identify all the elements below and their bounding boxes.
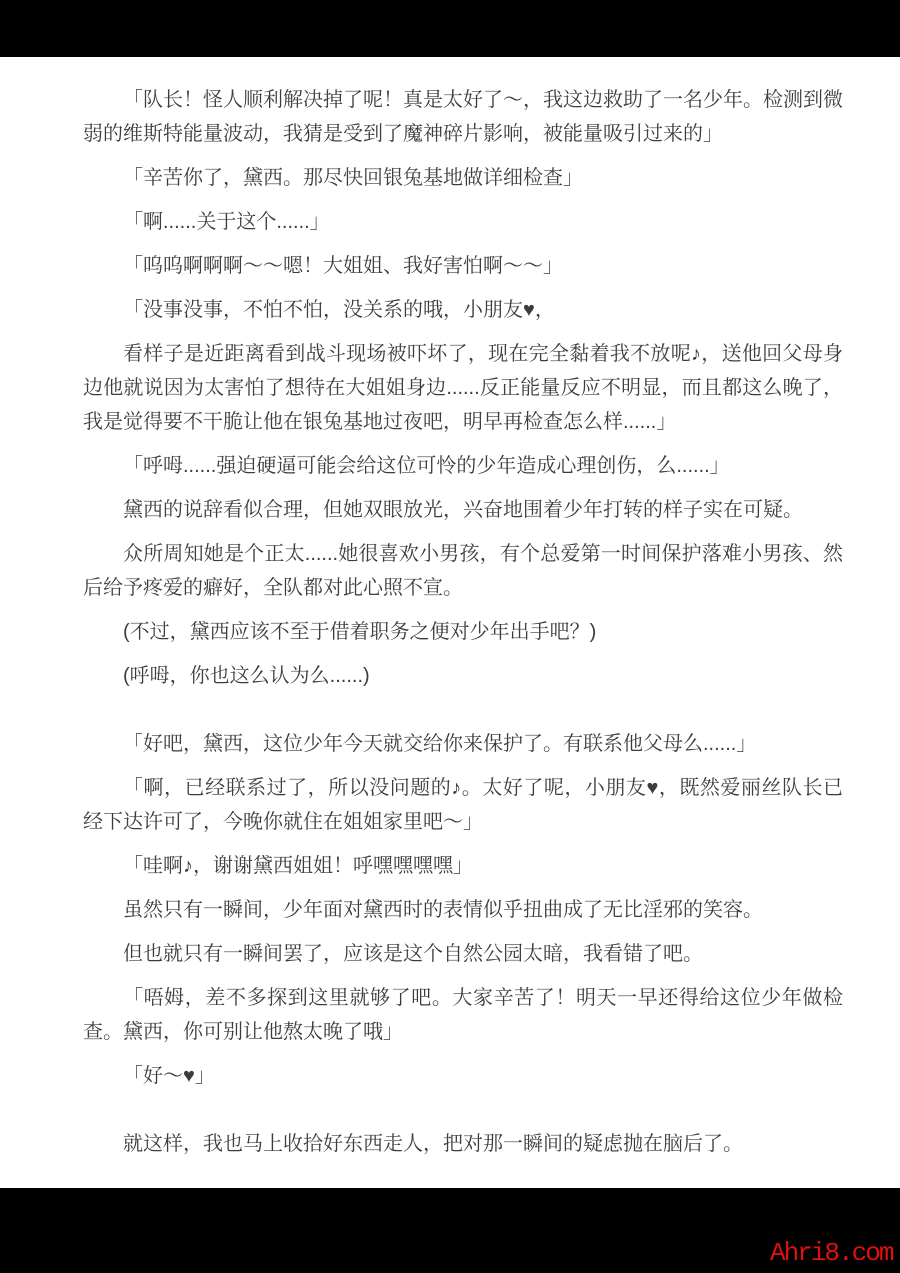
paragraph: 「哇啊♪，谢谢黛西姐姐！呼嘿嘿嘿嘿」	[123, 855, 473, 877]
paragraph: 「队长！怪人顺利解决掉了呢！真是太好了～，我这边救助了一名少年。检测到微弱的维斯特能量波动，我猜是受到了魔神碎片影响，被能量吸引过来的」	[83, 89, 843, 145]
paragraph: 「啊，已经联系过了，所以没问题的♪。太好了呢，小朋友♥，既然爱丽丝队长已经下达许可了，今晚你就住在姐姐家里吧～」	[83, 777, 843, 833]
paragraph: (不过，黛西应该不至于借着职务之便对少年出手吧？)	[123, 621, 597, 643]
story-text-body	[83, 57, 843, 1171]
paragraph: 「呜呜啊啊啊～～嗯！大姐姐、我好害怕啊～～」	[123, 255, 563, 277]
paragraph: 「呼呣......强迫硬逼可能会给这位可怜的少年造成心理创伤，么......」	[123, 455, 730, 477]
paragraph: 「唔姆，差不多探到这里就够了吧。大家辛苦了！明天一早还得给这位少年做检查。黛西，你可别让他熬太晚了哦」	[83, 987, 843, 1043]
paragraph: 众所周知她是个正太......她很喜欢小男孩，有个总爱第一时间保护落难小男孩、然后给予疼爱的癖好，全队都对此心照不宣。	[83, 543, 843, 599]
bottom-letterbox-bar	[0, 1188, 900, 1273]
paragraph: (呼呣，你也这么认为么......)	[123, 665, 370, 687]
paragraph: 看样子是近距离看到战斗现场被吓坏了，现在完全黏着我不放呢♪，送他回父母身边他就说因为太害怕了想待在大姐姐身边......反正能量反应不明显，而且都这么晚了，我是觉得要不干脆让他在银兔基地过夜吧，明早再检查怎么样......」	[83, 343, 843, 433]
paragraph: 虽然只有一瞬间，少年面对黛西时的表情似乎扭曲成了无比淫邪的笑容。	[123, 899, 763, 921]
paragraph: 「没事没事，不怕不怕，没关系的哦，小朋友♥，	[123, 299, 555, 321]
top-letterbox-bar	[0, 0, 900, 57]
paragraph: 「好～♥」	[123, 1065, 215, 1087]
paragraph: 就这样，我也马上收拾好东西走人，把对那一瞬间的疑虑抛在脑后了。	[123, 1133, 743, 1155]
paragraph: 「好吧，黛西，这位少年今天就交给你来保护了。有联系他父母么......」	[123, 733, 757, 755]
site-watermark: Ahri8.com	[770, 1238, 893, 1268]
paragraph: 黛西的说辞看似合理，但她双眼放光，兴奋地围着少年打转的样子实在可疑。	[123, 499, 803, 521]
paragraph: 「辛苦你了，黛西。那尽快回银兔基地做详细检查」	[123, 167, 583, 189]
paragraph: 「啊......关于这个......」	[123, 211, 330, 233]
paragraph: 但也就只有一瞬间罢了，应该是这个自然公园太暗，我看错了吧。	[123, 943, 703, 965]
